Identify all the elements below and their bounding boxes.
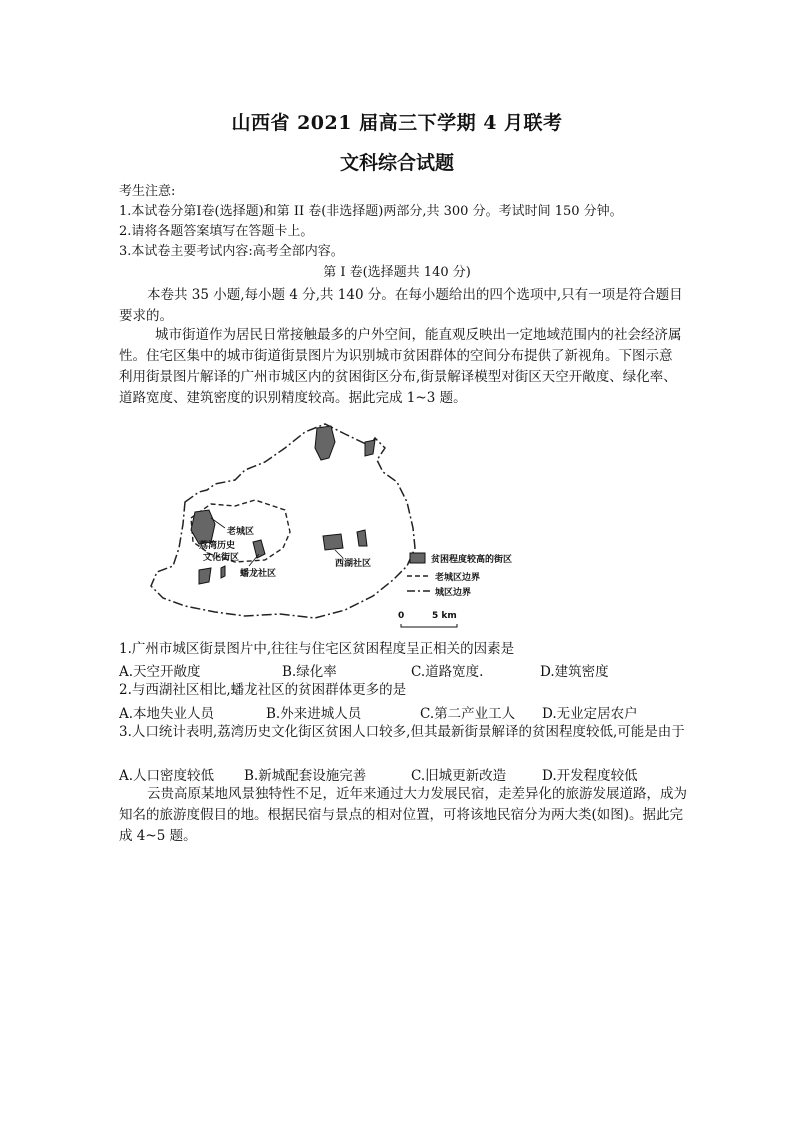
scale-value: 5 km xyxy=(432,611,457,621)
passage-2: 云贵高原某地风景独特性不足，近年来通过大力发展民宿，走差异化的旅游发展道路，成为知名的旅游度假目的地。根据民宿与景点的相对位置，可将该地民宿分为两大类(如图)。据此完成 4~5 题。 xyxy=(119,786,687,844)
question-option: A.天空开敞度 xyxy=(119,664,201,680)
section-instruction: 本卷共 35 小题,每小题 4 分,共 140 分。在每小题给出的四个选项中,只有一项是符合题目要求的。 xyxy=(119,287,683,324)
notice-item: 2.请将各题答案填写在答题卡上。 xyxy=(119,224,314,239)
section-heading: 第 I 卷(选择题共 140 分) xyxy=(323,265,471,280)
guangzhou-poverty-map xyxy=(145,420,575,630)
poverty-block xyxy=(221,566,225,578)
label-xihu: 西湖社区 xyxy=(335,559,372,569)
question-option: C.第二产业工人 xyxy=(420,706,516,722)
legend-poverty: 贫困程度较高的街区 xyxy=(431,555,513,565)
question-option: D.开发程度较低 xyxy=(542,768,638,784)
question-stem: 3.人口统计表明,荔湾历史文化街区贫困人口较多,但其最新街景解译的贫困程度较低,可能是由于 xyxy=(119,724,685,740)
question-option: B.外来进城人员 xyxy=(266,706,362,722)
poverty-block xyxy=(315,426,335,460)
notice-heading: 考生注意: xyxy=(119,184,176,199)
poverty-block xyxy=(357,530,367,546)
question-option: A.本地失业人员 xyxy=(119,706,215,722)
notice-item: 1.本试卷分第Ⅰ卷(选择题)和第 II 卷(非选择题)两部分,共 300 分。考试时间 150 分钟。 xyxy=(119,204,623,219)
legend-city-boundary: 城区边界 xyxy=(435,588,472,598)
question-stem: 2.与西湖社区相比,蟠龙社区的贫困群体更多的是 xyxy=(119,682,407,698)
question-option: B.绿化率 xyxy=(282,664,337,680)
question-option: A.人口密度较低 xyxy=(119,768,215,784)
poverty-block xyxy=(199,568,211,584)
legend-poverty-swatch xyxy=(410,553,425,563)
question-option: C.旧城更新改造 xyxy=(411,768,507,784)
poverty-block xyxy=(365,440,375,456)
question-option: B.新城配套设施完善 xyxy=(244,768,367,784)
legend-old-boundary: 老城区边界 xyxy=(435,573,481,583)
label-old-district: 老城区 xyxy=(227,527,255,537)
page-subtitle: 文科综合试题 xyxy=(339,152,454,174)
label-lizhiwan: 荔湾历史 xyxy=(199,541,236,551)
page-title: 山西省 2021 届高三下学期 4 月联考 xyxy=(231,112,563,134)
poverty-block xyxy=(323,534,343,550)
question-stem: 1.广州市城区街景图片中,往往与住宅区贫困程度呈正相关的因素是 xyxy=(119,641,515,657)
poverty-block xyxy=(253,540,265,558)
scale-zero: 0 xyxy=(398,611,405,621)
question-option: C.道路宽度. xyxy=(411,664,484,680)
question-option: D.建筑密度 xyxy=(540,664,609,680)
poverty-block xyxy=(191,510,215,544)
label-lizhiwan: 文化街区 xyxy=(203,553,240,563)
notice-item: 3.本试卷主要考试内容:高考全部内容。 xyxy=(119,244,344,259)
label-panlong: 蟠龙社区 xyxy=(240,569,277,579)
passage-1: 城市街道作为居民日常接触最多的户外空间，能直观反映出一定地域范围内的社会经济属性。住宅区集中的城市街道街景图片为识别城市贫困群体的空间分布提供了新视角。下图示意利用街景图片解译的广州市城区内的贫困街区分布,街景解译模型对街区天空开敞度、绿化率、道路宽度、建筑密度的识别精度较高。据此完成 1~3 题。 xyxy=(119,327,682,406)
scale-bar xyxy=(401,624,457,627)
question-option: D.无业定居农户 xyxy=(542,706,638,722)
